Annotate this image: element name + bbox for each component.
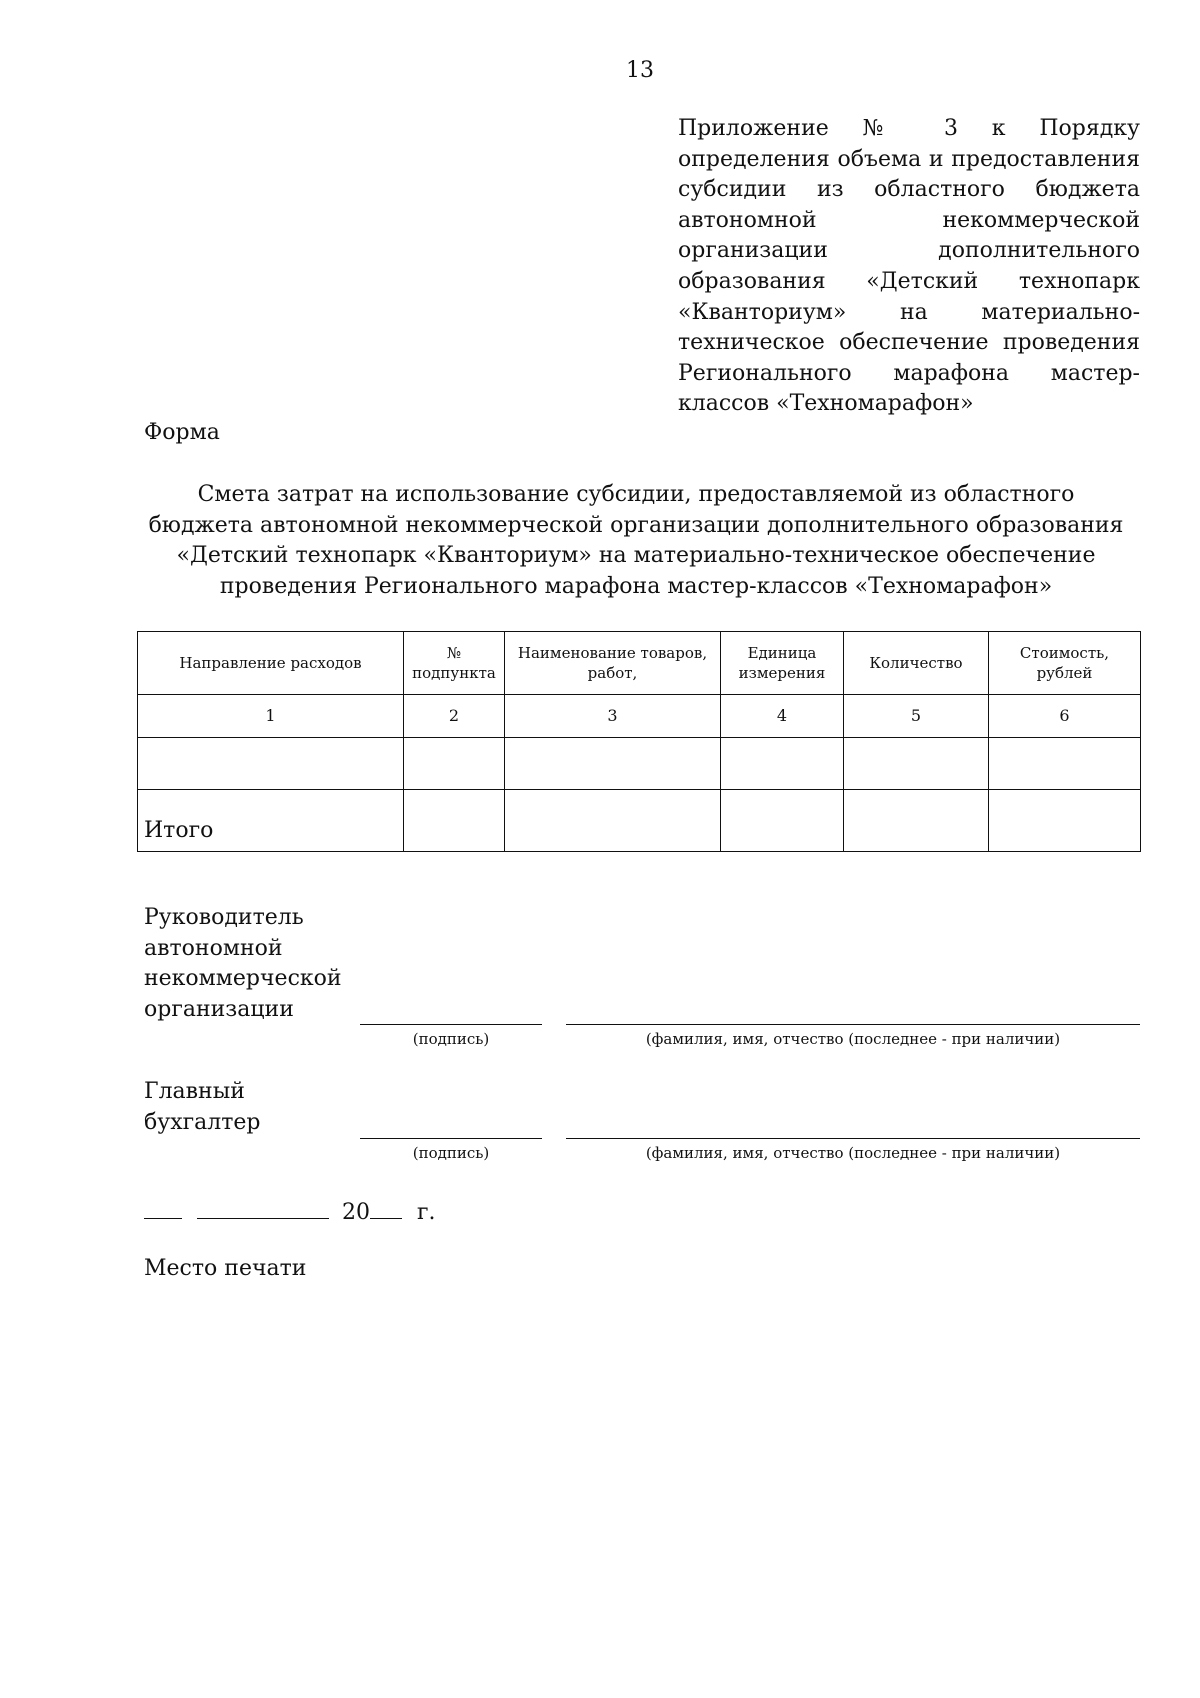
year-suffix: г. [417,1200,436,1225]
signer-line: некоммерческой [144,966,342,992]
appendix-line: автономной некоммерческой [678,207,1140,233]
table-cell [505,790,721,852]
table-cell [721,738,844,790]
accountant-signature-line [360,1138,542,1139]
accountant-signer-label [144,1077,261,1138]
column-number: 1 [138,695,404,738]
stamp-place-label: Место печати [144,1256,307,1281]
head-name-line [566,1024,1140,1025]
table-row [138,738,1141,790]
appendix-line: Приложение № 3 к Порядку [678,116,1140,141]
header-unit: Единица измерения [721,632,844,695]
title-line: бюджета автономной некоммерческой организации дополнительного образования [148,512,1124,538]
form-label: Форма [144,420,220,445]
column-number: 2 [404,695,505,738]
title-line: «Детский технопарк «Кванториум» на материально-техническое обеспечение [176,543,1096,569]
appendix-note [678,114,1140,420]
header-expense-direction: Направление расходов [138,632,404,695]
table-cell [844,790,989,852]
page-number: 13 [626,58,654,83]
table-cell [989,790,1141,852]
signer-line: бухгалтер [144,1109,261,1135]
signer-line: Главный [144,1079,245,1104]
header-subitem-number: № подпункта [404,632,505,695]
table-cell [989,738,1141,790]
accountant-signature-caption: (подпись) [412,1144,490,1162]
table-cell [721,790,844,852]
table-header-row [138,632,1141,695]
year-blank [370,1196,402,1219]
title-line: проведения Регионального марафона мастер-классов «Техномарафон» [219,573,1053,599]
header-goods-name: Наименование товаров, работ, [505,632,721,695]
appendix-line: образования «Детский технопарк [678,268,1140,294]
appendix-line: Регионального марафона мастер- [678,360,1140,386]
appendix-line: классов «Техномарафон» [678,391,974,417]
table-cell [138,738,404,790]
document-title [136,480,1136,602]
table-cell [844,738,989,790]
year-prefix: 20 [342,1200,370,1225]
signer-line: автономной [144,935,283,961]
total-label: Итого [138,790,404,852]
head-signature-line [360,1024,542,1025]
cost-estimate-table [137,631,1141,852]
column-number: 4 [721,695,844,738]
column-number: 3 [505,695,721,738]
column-number: 6 [989,695,1141,738]
accountant-name-caption: (фамилия, имя, отчество (последнее - при наличии) [645,1144,1061,1162]
column-number: 5 [844,695,989,738]
table-cell [404,738,505,790]
appendix-line: техническое обеспечение проведения [678,330,1140,356]
head-name-caption: (фамилия, имя, отчество (последнее - при наличии) [645,1030,1061,1048]
signer-line: организации [144,996,294,1022]
appendix-line: субсидии из областного бюджета [678,177,1140,203]
table-cell [505,738,721,790]
head-signature-caption: (подпись) [412,1030,490,1048]
header-quantity: Количество [844,632,989,695]
appendix-line: определения объема и предоставления [678,146,1140,172]
appendix-line: организации дополнительного [678,238,1140,264]
day-blank [144,1196,182,1219]
date-field [144,1196,436,1225]
signer-line: Руководитель [144,905,304,930]
header-cost: Стоимость, рублей [989,632,1141,695]
head-signer-label [144,903,342,1025]
total-row [138,790,1141,852]
column-number-row [138,695,1141,738]
accountant-name-line [566,1138,1140,1139]
month-blank [197,1196,329,1219]
appendix-line: «Кванториум» на материально- [678,299,1140,325]
title-line: Смета затрат на использование субсидии, предоставляемой из областного [197,482,1075,507]
table-cell [404,790,505,852]
